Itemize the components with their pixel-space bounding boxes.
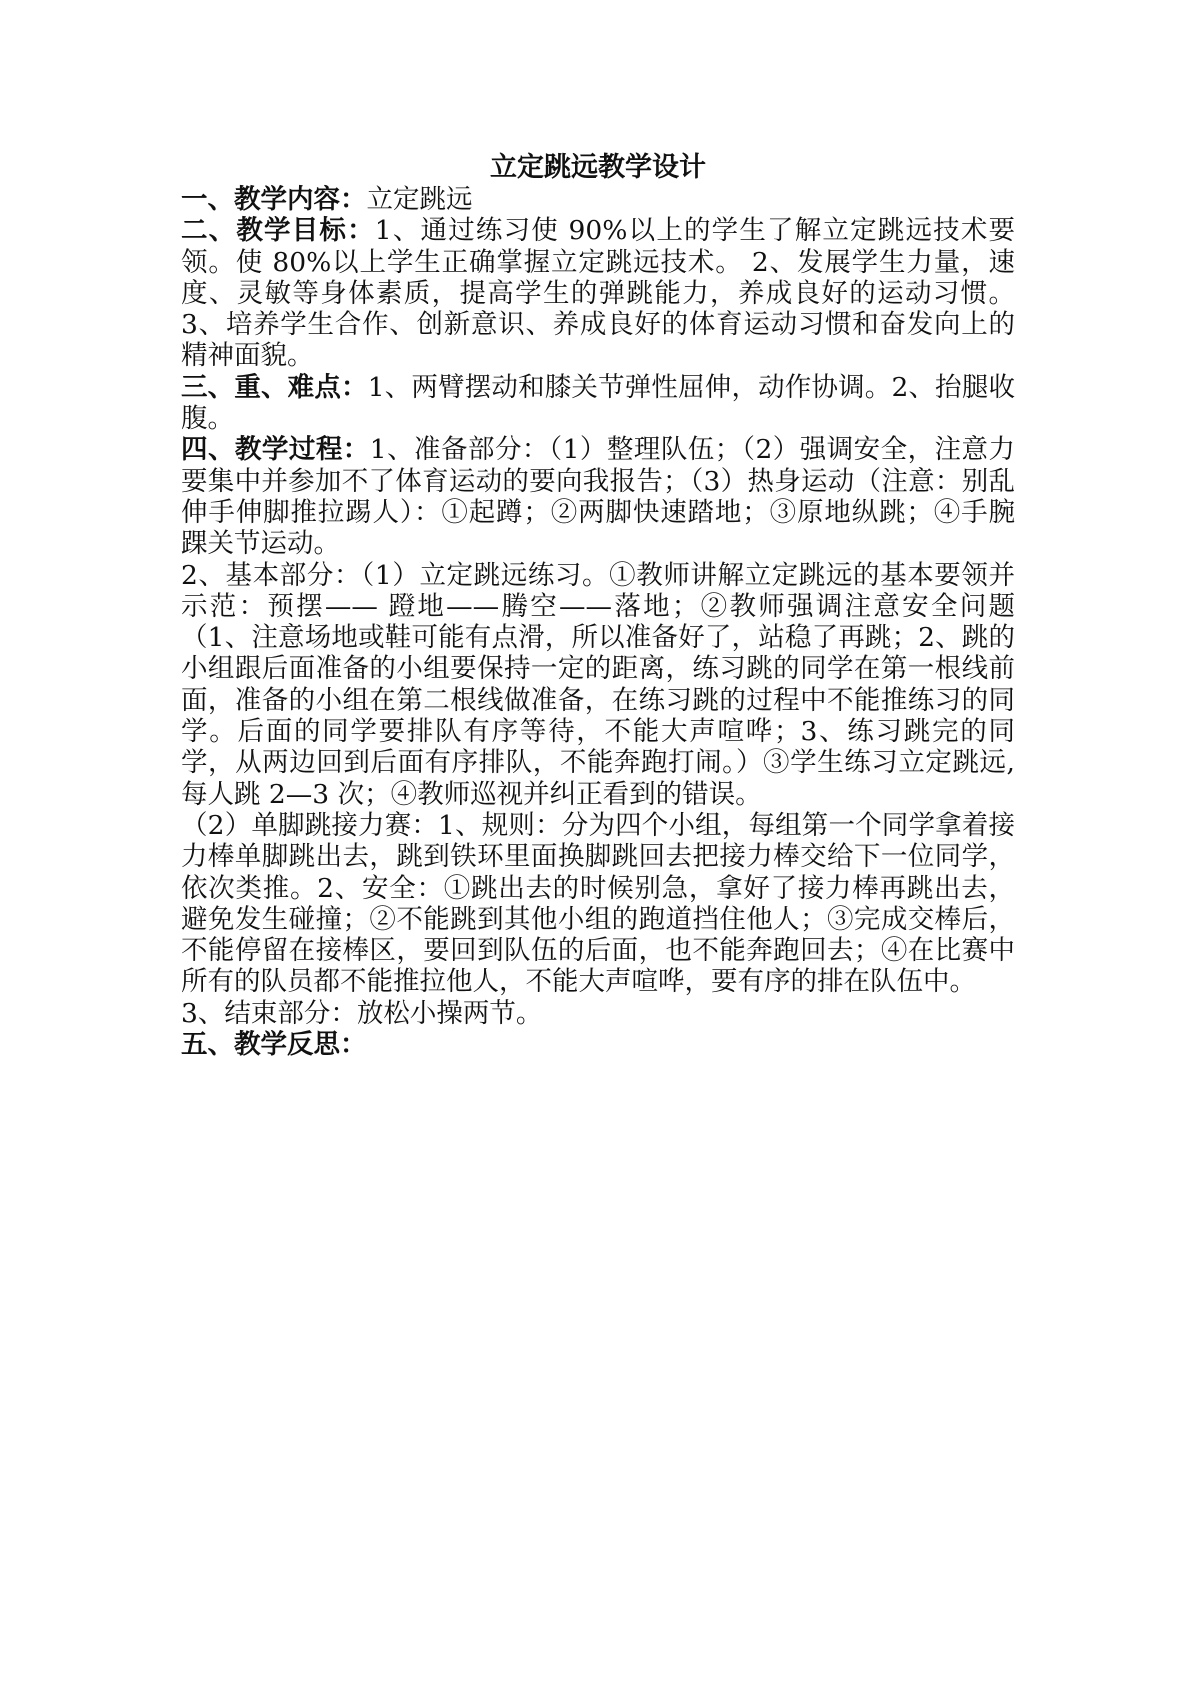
section-text-process: 1、准备部分：（1）整理队伍；（2）强调安全，注意力要集中并参加不了体育运动的要向我报告；（3）热身运动（注意：别乱伸手伸脚推拉踢人）：①起蹲；②两脚快速踏地；③原地纵跳；④手腕踝关节运动。	[181, 434, 1015, 560]
section-content	[181, 184, 1015, 215]
section-text-key-points: 1、两臂摆动和膝关节弹性屈伸，动作协调。2、抬腿收腹。	[181, 371, 1015, 435]
section-heading-content: 一、教学内容：	[181, 184, 367, 215]
section-objectives	[181, 215, 1015, 371]
section-text-content: 立定跳远	[366, 184, 473, 215]
section-text-objectives: 1、通过练习使 90%以上的学生了解立定跳远技术要领。使 80%以上学生正确掌握立定跳远技术。 2、发展学生力量，速度、灵敏等身体素质，提高学生的弹跳能力，养成良好的运动习惯。3、培养学生合作、创新意识、养成良好的体育运动习惯和奋发向上的精神面貌。	[181, 215, 1016, 372]
paragraph-relay-race: （2）单脚跳接力赛：1、规则：分为四个小组，每组第一个同学拿着接力棒单脚跳出去，跳到铁环里面换脚跳回去把接力棒交给下一位同学，依次类推。2、安全：①跳出去的时候别急，拿好了接力棒再跳出去，避免发生碰撞；②不能跳到其他小组的跑道挡住他人；③完成交棒后，不能停留在接棒区，要回到队伍的后面，也不能奔跑回去；④在比赛中所有的队员都不能推拉他人，不能大声喧哗，要有序的排在队伍中。	[181, 809, 1015, 998]
section-process	[181, 434, 1015, 559]
paragraph-ending-part: 3、结束部分：放松小操两节。	[181, 997, 543, 1029]
section-heading-key-points: 三、重、难点：	[181, 371, 368, 403]
section-heading-reflection: 五、教学反思：	[181, 1029, 367, 1061]
paragraph-basic-part: 2、基本部分：（1）立定跳远练习。①教师讲解立定跳远的基本要领并示范：预摆—— 蹬地——腾空——落地；②教师强调注意安全问题（1、注意场地或鞋可能有点滑，所以准备好了，站稳了再跳；2、跳的小组跟后面准备的小组要保持一定的距离，练习跳的同学在第一根线前面，准备的小组在第二根线做准备，在练习跳的过程中不能推练习的同学。后面的同学要排队有序等待，不能大声喧哗；3、练习跳完的同学，从两边回到后面有序排队，不能奔跑打闹。）③学生练习立定跳远,每人跳 2—3 次；④教师巡视并纠正看到的错误。	[181, 559, 1015, 810]
document-page	[181, 152, 1015, 1060]
section-key-points	[181, 372, 1015, 435]
document-title: 立定跳远教学设计	[490, 152, 706, 183]
section-heading-process: 四、教学过程：	[181, 434, 370, 466]
section-heading-objectives: 二、教学目标：	[181, 215, 375, 247]
section-reflection	[181, 1029, 1015, 1060]
